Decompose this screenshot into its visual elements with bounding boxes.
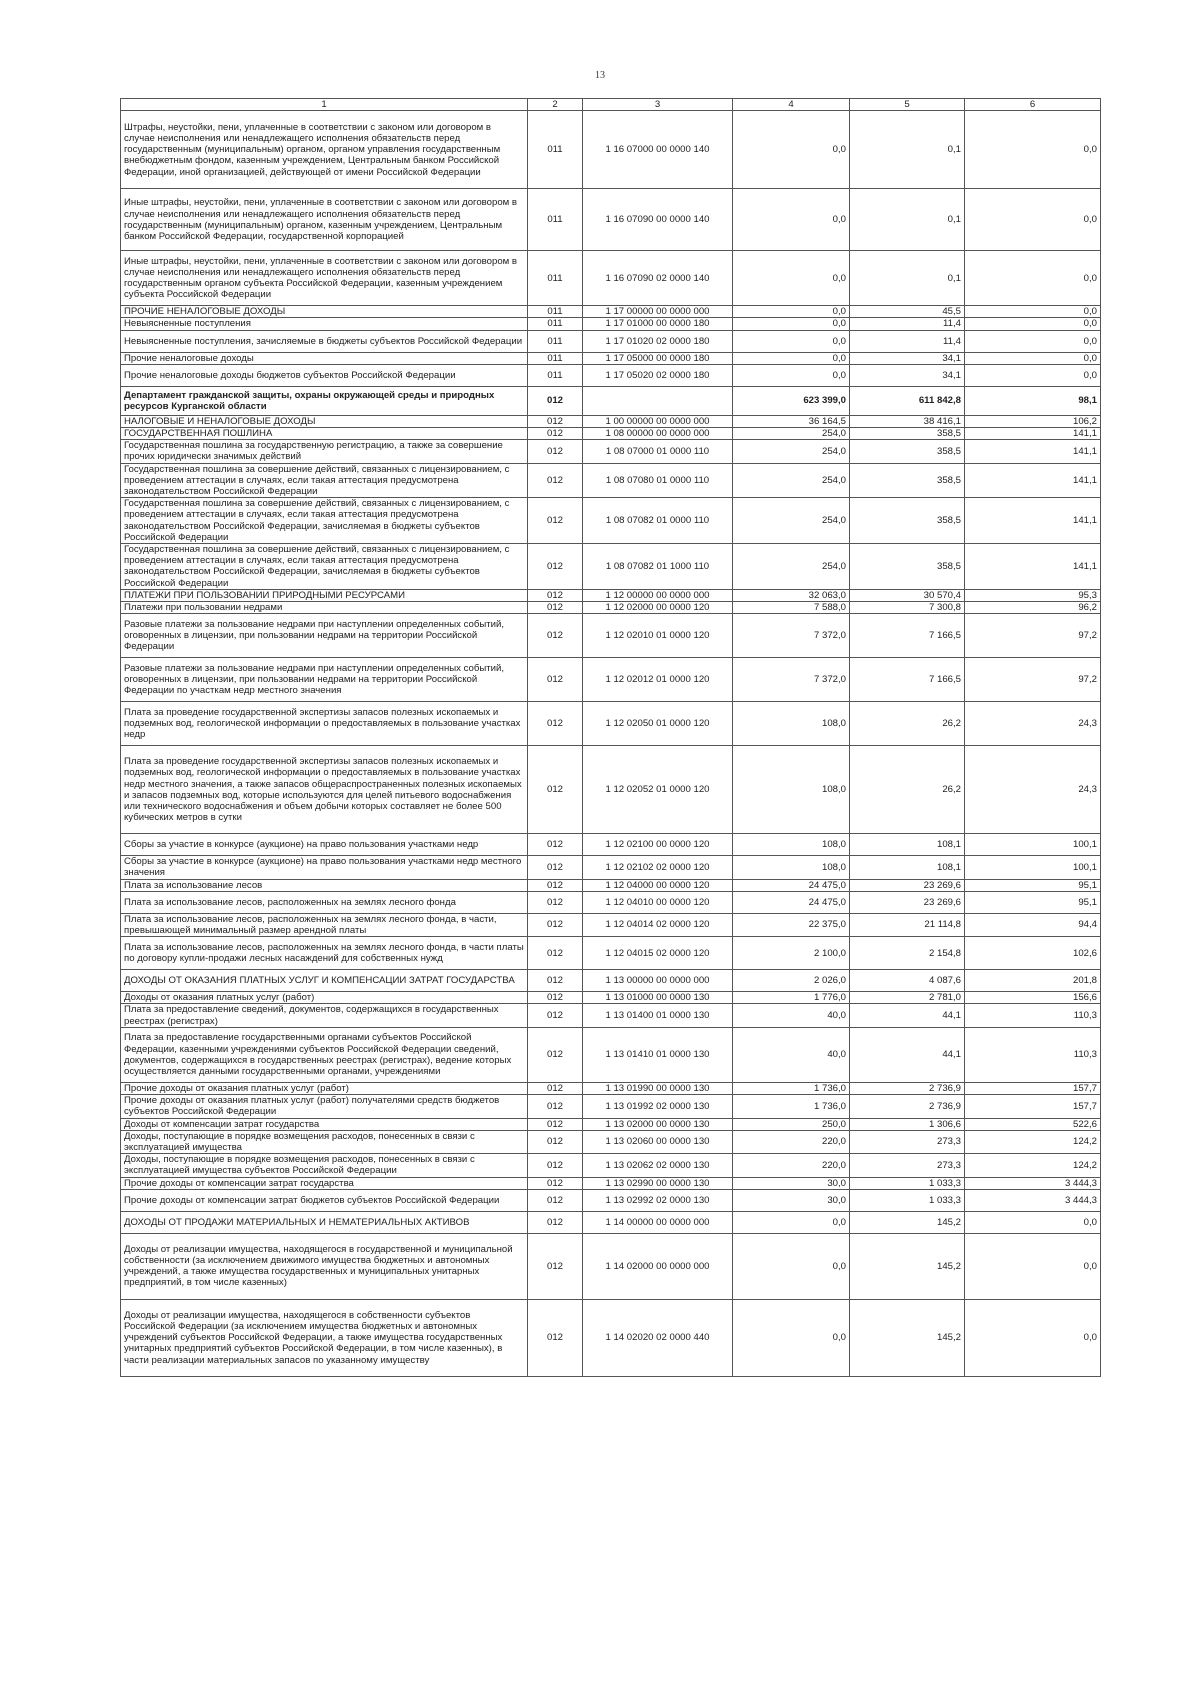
actual-amount-cell: 2 736,9 <box>850 1095 965 1118</box>
row-name-cell: ДОХОДЫ ОТ ОКАЗАНИЯ ПЛАТНЫХ УСЛУГ И КОМПЕНСАЦИИ ЗАТРАТ ГОСУДАРСТВА <box>121 970 528 992</box>
admin-code-cell: 012 <box>528 1154 583 1177</box>
table-row <box>121 1154 1101 1177</box>
execution-percent-cell: 3 444,3 <box>965 1177 1101 1189</box>
planned-amount-cell: 254,0 <box>733 428 850 440</box>
admin-code-cell: 012 <box>528 856 583 879</box>
actual-amount-cell: 7 300,8 <box>850 602 965 614</box>
planned-amount-cell: 7 372,0 <box>733 658 850 702</box>
planned-amount-cell: 24 475,0 <box>733 879 850 891</box>
admin-code-cell: 012 <box>528 440 583 463</box>
execution-percent-cell: 157,7 <box>965 1095 1101 1118</box>
planned-amount-cell: 108,0 <box>733 856 850 879</box>
execution-percent-cell: 522,6 <box>965 1118 1101 1130</box>
admin-code-cell: 012 <box>528 614 583 658</box>
table-row <box>121 1095 1101 1118</box>
budget-code-cell: 1 17 05020 02 0000 180 <box>583 364 733 386</box>
row-name-cell: Штрафы, неустойки, пени, уплаченные в соответствии с законом или договором в случае неисполнения или ненадлежащего исполнения обязательств перед государственным (муниципальным) органом, органом управления государственным внебюджетным фондом, казенным учреждением, Центральным банком Российской Федерации, иной организацией, действующей от имени Российской Федерации <box>121 111 528 189</box>
row-name-cell: Плата за использование лесов <box>121 879 528 891</box>
actual-amount-cell: 26,2 <box>850 746 965 834</box>
row-name-cell: Плата за предоставление сведений, документов, содержащихся в государственных реестрах (регистрах) <box>121 1004 528 1027</box>
budget-code-cell: 1 12 00000 00 0000 000 <box>583 589 733 601</box>
table-row <box>121 913 1101 936</box>
table-row <box>121 1118 1101 1130</box>
planned-amount-cell: 0,0 <box>733 352 850 364</box>
table-row <box>121 251 1101 306</box>
budget-code-cell: 1 00 00000 00 0000 000 <box>583 415 733 427</box>
admin-code-cell: 011 <box>528 364 583 386</box>
actual-amount-cell: 0,1 <box>850 251 965 306</box>
budget-code-cell: 1 12 02100 00 0000 120 <box>583 834 733 856</box>
table-row <box>121 856 1101 879</box>
execution-percent-cell: 110,3 <box>965 1004 1101 1027</box>
row-name-cell: Государственная пошлина за государственную регистрацию, а также за совершение прочих юридически значимых действий <box>121 440 528 463</box>
actual-amount-cell: 358,5 <box>850 428 965 440</box>
row-name-cell: Невыясненные поступления, зачисляемые в бюджеты субъектов Российской Федерации <box>121 330 528 352</box>
row-name-cell: Иные штрафы, неустойки, пени, уплаченные в соответствии с законом или договором в случае неисполнения или ненадлежащего исполнения обязательств перед государственным (муниципальным) органом, казенным учреждением, Центральным банком Российской Федерации, государственной корпорацией <box>121 189 528 251</box>
table-row <box>121 440 1101 463</box>
row-name-cell: Разовые платежи за пользование недрами при наступлении определенных событий, оговоренных в лицензии, при пользовании недрами на территории Российской Федерации <box>121 614 528 658</box>
budget-code-cell: 1 08 07080 01 0000 110 <box>583 463 733 498</box>
table-row <box>121 702 1101 746</box>
budget-code-cell: 1 13 02992 02 0000 130 <box>583 1189 733 1211</box>
row-name-cell: ДОХОДЫ ОТ ПРОДАЖИ МАТЕРИАЛЬНЫХ И НЕМАТЕРИАЛЬНЫХ АКТИВОВ <box>121 1211 528 1233</box>
budget-code-cell: 1 13 02062 02 0000 130 <box>583 1154 733 1177</box>
planned-amount-cell: 254,0 <box>733 544 850 590</box>
table-row <box>121 834 1101 856</box>
actual-amount-cell: 358,5 <box>850 498 965 544</box>
actual-amount-cell: 23 269,6 <box>850 891 965 913</box>
actual-amount-cell: 1 306,6 <box>850 1118 965 1130</box>
actual-amount-cell: 34,1 <box>850 364 965 386</box>
admin-code-cell: 012 <box>528 913 583 936</box>
planned-amount-cell: 0,0 <box>733 318 850 330</box>
planned-amount-cell: 0,0 <box>733 1233 850 1299</box>
table-row <box>121 1082 1101 1094</box>
admin-code-cell: 012 <box>528 1082 583 1094</box>
budget-code-cell: 1 12 02052 01 0000 120 <box>583 746 733 834</box>
admin-code-cell: 012 <box>528 1299 583 1376</box>
table-row <box>121 463 1101 498</box>
budget-code-cell: 1 13 01410 01 0000 130 <box>583 1027 733 1082</box>
budget-code-cell: 1 13 00000 00 0000 000 <box>583 970 733 992</box>
execution-percent-cell: 201,8 <box>965 970 1101 992</box>
table-row <box>121 1233 1101 1299</box>
admin-code-cell: 012 <box>528 1211 583 1233</box>
budget-code-cell: 1 17 01020 02 0000 180 <box>583 330 733 352</box>
budget-code-cell: 1 16 07090 00 0000 140 <box>583 189 733 251</box>
actual-amount-cell: 44,1 <box>850 1027 965 1082</box>
row-name-cell: Плата за использование лесов, расположенных на землях лесного фонда <box>121 891 528 913</box>
row-name-cell: Сборы за участие в конкурсе (аукционе) на право пользования участками недр местного значения <box>121 856 528 879</box>
actual-amount-cell: 273,3 <box>850 1130 965 1153</box>
actual-amount-cell: 30 570,4 <box>850 589 965 601</box>
budget-code-cell: 1 13 02060 00 0000 130 <box>583 1130 733 1153</box>
execution-percent-cell: 0,0 <box>965 251 1101 306</box>
execution-percent-cell: 100,1 <box>965 856 1101 879</box>
row-name-cell: Плата за проведение государственной экспертизы запасов полезных ископаемых и подземных вод, геологической информации о предоставляемых в пользование участках недр <box>121 702 528 746</box>
table-row <box>121 602 1101 614</box>
budget-code-cell: 1 08 07000 01 0000 110 <box>583 440 733 463</box>
execution-percent-cell: 110,3 <box>965 1027 1101 1082</box>
planned-amount-cell: 2 026,0 <box>733 970 850 992</box>
budget-code-cell: 1 12 04014 02 0000 120 <box>583 913 733 936</box>
actual-amount-cell: 45,5 <box>850 306 965 318</box>
actual-amount-cell: 358,5 <box>850 544 965 590</box>
row-name-cell: Государственная пошлина за совершение действий, связанных с лицензированием, с проведением аттестации в случаях, если такая аттестация предусмотрена законодательством Российской Федерации, зачисляемая в бюджеты субъектов Российской Федерации <box>121 498 528 544</box>
table-row <box>121 386 1101 415</box>
budget-code-cell: 1 16 07090 02 0000 140 <box>583 251 733 306</box>
admin-code-cell: 012 <box>528 498 583 544</box>
execution-percent-cell: 95,1 <box>965 891 1101 913</box>
actual-amount-cell: 38 416,1 <box>850 415 965 427</box>
table-row <box>121 746 1101 834</box>
execution-percent-cell: 0,0 <box>965 330 1101 352</box>
execution-percent-cell: 0,0 <box>965 1233 1101 1299</box>
actual-amount-cell: 358,5 <box>850 440 965 463</box>
row-name-cell: НАЛОГОВЫЕ И НЕНАЛОГОВЫЕ ДОХОДЫ <box>121 415 528 427</box>
budget-code-cell: 1 14 02000 00 0000 000 <box>583 1233 733 1299</box>
execution-percent-cell: 0,0 <box>965 352 1101 364</box>
admin-code-cell: 012 <box>528 1118 583 1130</box>
planned-amount-cell: 40,0 <box>733 1004 850 1027</box>
planned-amount-cell: 0,0 <box>733 1299 850 1376</box>
budget-code-cell: 1 17 01000 00 0000 180 <box>583 318 733 330</box>
actual-amount-cell: 11,4 <box>850 330 965 352</box>
admin-code-cell: 012 <box>528 834 583 856</box>
row-name-cell: Государственная пошлина за совершение действий, связанных с лицензированием, с проведением аттестации в случаях, если такая аттестация предусмотрена законодательством Российской Федерации, зачисляемая в бюджеты субъектов Российской Федерации <box>121 544 528 590</box>
table-row <box>121 1130 1101 1153</box>
planned-amount-cell: 254,0 <box>733 440 850 463</box>
actual-amount-cell: 4 087,6 <box>850 970 965 992</box>
planned-amount-cell: 220,0 <box>733 1154 850 1177</box>
actual-amount-cell: 23 269,6 <box>850 879 965 891</box>
row-name-cell: Прочие доходы от оказания платных услуг (работ) получателями средств бюджетов субъектов Российской Федерации <box>121 1095 528 1118</box>
planned-amount-cell: 0,0 <box>733 111 850 189</box>
table-row <box>121 937 1101 970</box>
execution-percent-cell: 100,1 <box>965 834 1101 856</box>
execution-percent-cell: 24,3 <box>965 702 1101 746</box>
execution-percent-cell: 3 444,3 <box>965 1189 1101 1211</box>
execution-percent-cell: 95,1 <box>965 879 1101 891</box>
planned-amount-cell: 7 588,0 <box>733 602 850 614</box>
planned-amount-cell: 250,0 <box>733 1118 850 1130</box>
execution-percent-cell: 0,0 <box>965 189 1101 251</box>
planned-amount-cell: 0,0 <box>733 189 850 251</box>
actual-amount-cell: 21 114,8 <box>850 913 965 936</box>
budget-code-cell <box>583 386 733 415</box>
admin-code-cell: 012 <box>528 1095 583 1118</box>
execution-percent-cell: 96,2 <box>965 602 1101 614</box>
table-row <box>121 189 1101 251</box>
execution-percent-cell: 141,1 <box>965 544 1101 590</box>
row-name-cell: Сборы за участие в конкурсе (аукционе) на право пользования участками недр <box>121 834 528 856</box>
actual-amount-cell: 145,2 <box>850 1233 965 1299</box>
execution-percent-cell: 141,1 <box>965 440 1101 463</box>
row-name-cell: ПЛАТЕЖИ ПРИ ПОЛЬЗОВАНИИ ПРИРОДНЫМИ РЕСУРСАМИ <box>121 589 528 601</box>
table-row <box>121 318 1101 330</box>
admin-code-cell: 012 <box>528 702 583 746</box>
admin-code-cell: 011 <box>528 352 583 364</box>
admin-code-cell: 012 <box>528 891 583 913</box>
planned-amount-cell: 108,0 <box>733 702 850 746</box>
planned-amount-cell: 254,0 <box>733 463 850 498</box>
budget-code-cell: 1 08 07082 01 1000 110 <box>583 544 733 590</box>
budget-code-cell: 1 12 02012 01 0000 120 <box>583 658 733 702</box>
row-name-cell: Доходы от реализации имущества, находящегося в собственности субъектов Российской Федерации (за исключением имущества бюджетных и автономных учреждений субъектов Российской Федерации, а также имущества государственных унитарных предприятий субъектов Российской Федерации, в том числе казенных), в части реализации материальных запасов по указанному имуществу <box>121 1299 528 1376</box>
table-row <box>121 614 1101 658</box>
planned-amount-cell: 1 736,0 <box>733 1095 850 1118</box>
admin-code-cell: 012 <box>528 658 583 702</box>
execution-percent-cell: 0,0 <box>965 111 1101 189</box>
column-header: 4 <box>733 99 850 111</box>
table-row <box>121 415 1101 427</box>
row-name-cell: Доходы, поступающие в порядке возмещения расходов, понесенных в связи с эксплуатацией имущества <box>121 1130 528 1153</box>
admin-code-cell: 012 <box>528 970 583 992</box>
execution-percent-cell: 0,0 <box>965 318 1101 330</box>
budget-code-cell: 1 13 01990 00 0000 130 <box>583 1082 733 1094</box>
budget-code-cell: 1 12 02102 02 0000 120 <box>583 856 733 879</box>
actual-amount-cell: 34,1 <box>850 352 965 364</box>
table-row <box>121 1299 1101 1376</box>
admin-code-cell: 012 <box>528 1130 583 1153</box>
budget-code-cell: 1 14 02020 02 0000 440 <box>583 1299 733 1376</box>
admin-code-cell: 012 <box>528 602 583 614</box>
table-row <box>121 1027 1101 1082</box>
budget-code-cell: 1 16 07000 00 0000 140 <box>583 111 733 189</box>
execution-percent-cell: 0,0 <box>965 306 1101 318</box>
actual-amount-cell: 7 166,5 <box>850 614 965 658</box>
actual-amount-cell: 2 154,8 <box>850 937 965 970</box>
execution-percent-cell: 124,2 <box>965 1154 1101 1177</box>
planned-amount-cell: 2 100,0 <box>733 937 850 970</box>
table-row <box>121 992 1101 1004</box>
admin-code-cell: 012 <box>528 428 583 440</box>
row-name-cell: Доходы, поступающие в порядке возмещения расходов, понесенных в связи с эксплуатацией имущества субъектов Российской Федерации <box>121 1154 528 1177</box>
row-name-cell: Прочие доходы от компенсации затрат государства <box>121 1177 528 1189</box>
row-name-cell: Невыясненные поступления <box>121 318 528 330</box>
row-name-cell: Прочие неналоговые доходы <box>121 352 528 364</box>
row-name-cell: Доходы от реализации имущества, находящегося в государственной и муниципальной собственности (за исключением движимого имущества бюджетных и автономных учреждений, а также имущества государственных и муниципальных унитарных предприятий, в том числе казенных) <box>121 1233 528 1299</box>
admin-code-cell: 012 <box>528 1189 583 1211</box>
execution-percent-cell: 97,2 <box>965 658 1101 702</box>
admin-code-cell: 012 <box>528 544 583 590</box>
table-row <box>121 879 1101 891</box>
execution-percent-cell: 141,1 <box>965 463 1101 498</box>
admin-code-cell: 011 <box>528 111 583 189</box>
budget-code-cell: 1 13 02990 00 0000 130 <box>583 1177 733 1189</box>
table-body <box>121 111 1101 1377</box>
admin-code-cell: 012 <box>528 1233 583 1299</box>
budget-code-cell: 1 08 00000 00 0000 000 <box>583 428 733 440</box>
planned-amount-cell: 1 776,0 <box>733 992 850 1004</box>
execution-percent-cell: 95,3 <box>965 589 1101 601</box>
budget-code-cell: 1 17 05000 00 0000 180 <box>583 352 733 364</box>
budget-code-cell: 1 17 00000 00 0000 000 <box>583 306 733 318</box>
table-row <box>121 1189 1101 1211</box>
actual-amount-cell: 108,1 <box>850 856 965 879</box>
planned-amount-cell: 24 475,0 <box>733 891 850 913</box>
planned-amount-cell: 0,0 <box>733 364 850 386</box>
actual-amount-cell: 11,4 <box>850 318 965 330</box>
planned-amount-cell: 220,0 <box>733 1130 850 1153</box>
row-name-cell: ПРОЧИЕ НЕНАЛОГОВЫЕ ДОХОДЫ <box>121 306 528 318</box>
budget-code-cell: 1 12 02000 00 0000 120 <box>583 602 733 614</box>
table-row <box>121 1177 1101 1189</box>
execution-percent-cell: 0,0 <box>965 1211 1101 1233</box>
row-name-cell: Доходы от оказания платных услуг (работ) <box>121 992 528 1004</box>
actual-amount-cell: 0,1 <box>850 111 965 189</box>
admin-code-cell: 012 <box>528 1027 583 1082</box>
execution-percent-cell: 106,2 <box>965 415 1101 427</box>
actual-amount-cell: 108,1 <box>850 834 965 856</box>
row-name-cell: Прочие доходы от оказания платных услуг (работ) <box>121 1082 528 1094</box>
budget-code-cell: 1 13 01400 01 0000 130 <box>583 1004 733 1027</box>
planned-amount-cell: 30,0 <box>733 1189 850 1211</box>
column-header: 6 <box>965 99 1101 111</box>
execution-percent-cell: 141,1 <box>965 428 1101 440</box>
row-name-cell: Платежи при пользовании недрами <box>121 602 528 614</box>
actual-amount-cell: 1 033,3 <box>850 1189 965 1211</box>
admin-code-cell: 012 <box>528 589 583 601</box>
admin-code-cell: 011 <box>528 318 583 330</box>
planned-amount-cell: 32 063,0 <box>733 589 850 601</box>
admin-code-cell: 012 <box>528 1177 583 1189</box>
execution-percent-cell: 24,3 <box>965 746 1101 834</box>
budget-code-cell: 1 12 02010 01 0000 120 <box>583 614 733 658</box>
table-row <box>121 1004 1101 1027</box>
execution-percent-cell: 124,2 <box>965 1130 1101 1153</box>
planned-amount-cell: 108,0 <box>733 746 850 834</box>
admin-code-cell: 011 <box>528 306 583 318</box>
planned-amount-cell: 40,0 <box>733 1027 850 1082</box>
budget-code-cell: 1 12 02050 01 0000 120 <box>583 702 733 746</box>
actual-amount-cell: 145,2 <box>850 1211 965 1233</box>
admin-code-cell: 012 <box>528 415 583 427</box>
planned-amount-cell: 7 372,0 <box>733 614 850 658</box>
planned-amount-cell: 623 399,0 <box>733 386 850 415</box>
actual-amount-cell: 2 736,9 <box>850 1082 965 1094</box>
budget-code-cell: 1 12 04000 00 0000 120 <box>583 879 733 891</box>
budget-code-cell: 1 12 04015 02 0000 120 <box>583 937 733 970</box>
admin-code-cell: 011 <box>528 330 583 352</box>
execution-percent-cell: 94,4 <box>965 913 1101 936</box>
planned-amount-cell: 0,0 <box>733 306 850 318</box>
admin-code-cell: 011 <box>528 251 583 306</box>
column-header: 2 <box>528 99 583 111</box>
row-name-cell: Департамент гражданской защиты, охраны окружающей среды и природных ресурсов Курганской области <box>121 386 528 415</box>
row-name-cell: ГОСУДАРСТВЕННАЯ ПОШЛИНА <box>121 428 528 440</box>
row-name-cell: Прочие доходы от компенсации затрат бюджетов субъектов Российской Федерации <box>121 1189 528 1211</box>
planned-amount-cell: 0,0 <box>733 330 850 352</box>
actual-amount-cell: 2 781,0 <box>850 992 965 1004</box>
budget-code-cell: 1 12 04010 00 0000 120 <box>583 891 733 913</box>
table-row <box>121 364 1101 386</box>
row-name-cell: Прочие неналоговые доходы бюджетов субъектов Российской Федерации <box>121 364 528 386</box>
table-row <box>121 498 1101 544</box>
row-name-cell: Плата за использование лесов, расположенных на землях лесного фонда, в части платы по договору купли-продажи лесных насаждений для собственных нужд <box>121 937 528 970</box>
planned-amount-cell: 1 736,0 <box>733 1082 850 1094</box>
table-row <box>121 589 1101 601</box>
column-header: 5 <box>850 99 965 111</box>
table-row <box>121 891 1101 913</box>
row-name-cell: Плата за использование лесов, расположенных на землях лесного фонда, в части, превышающей минимальный размер арендной платы <box>121 913 528 936</box>
table-row <box>121 330 1101 352</box>
actual-amount-cell: 611 842,8 <box>850 386 965 415</box>
table-row <box>121 970 1101 992</box>
planned-amount-cell: 0,0 <box>733 251 850 306</box>
admin-code-cell: 012 <box>528 1004 583 1027</box>
actual-amount-cell: 1 033,3 <box>850 1177 965 1189</box>
row-name-cell: Доходы от компенсации затрат государства <box>121 1118 528 1130</box>
table-header-row <box>121 99 1101 111</box>
admin-code-cell: 012 <box>528 463 583 498</box>
execution-percent-cell: 97,2 <box>965 614 1101 658</box>
execution-percent-cell: 156,6 <box>965 992 1101 1004</box>
admin-code-cell: 012 <box>528 937 583 970</box>
row-name-cell: Плата за проведение государственной экспертизы запасов полезных ископаемых и подземных вод, геологической информации о предоставляемых в пользование участках недр местного значения, а также запасов общераспространенных полезных ископаемых и запасов подземных вод, которые используются для целей питьевого водоснабжения или технического водоснабжения и объем добычи которых составляет не более 500 кубических метров в сутки <box>121 746 528 834</box>
execution-percent-cell: 141,1 <box>965 498 1101 544</box>
budget-code-cell: 1 13 01992 02 0000 130 <box>583 1095 733 1118</box>
actual-amount-cell: 26,2 <box>850 702 965 746</box>
table-row <box>121 352 1101 364</box>
actual-amount-cell: 44,1 <box>850 1004 965 1027</box>
column-header: 3 <box>583 99 733 111</box>
table-row <box>121 306 1101 318</box>
budget-code-cell: 1 13 02000 00 0000 130 <box>583 1118 733 1130</box>
execution-percent-cell: 102,6 <box>965 937 1101 970</box>
table-row <box>121 1211 1101 1233</box>
table-row <box>121 111 1101 189</box>
admin-code-cell: 012 <box>528 992 583 1004</box>
row-name-cell: Плата за предоставление государственными органами субъектов Российской Федерации, казенными учреждениями субъектов Российской Федерации сведений, документов, содержащихся в государственных реестрах (регистрах), ведение которых осуществляется данными государственными органами, учреждениями <box>121 1027 528 1082</box>
actual-amount-cell: 145,2 <box>850 1299 965 1376</box>
admin-code-cell: 012 <box>528 386 583 415</box>
planned-amount-cell: 0,0 <box>733 1211 850 1233</box>
admin-code-cell: 011 <box>528 189 583 251</box>
table-row <box>121 428 1101 440</box>
planned-amount-cell: 36 164,5 <box>733 415 850 427</box>
admin-code-cell: 012 <box>528 879 583 891</box>
table-row <box>121 544 1101 590</box>
execution-percent-cell: 98,1 <box>965 386 1101 415</box>
planned-amount-cell: 108,0 <box>733 834 850 856</box>
row-name-cell: Государственная пошлина за совершение действий, связанных с лицензированием, с проведением аттестации в случаях, если такая аттестация предусмотрена законодательством Российской Федерации <box>121 463 528 498</box>
column-header: 1 <box>121 99 528 111</box>
page-number: 13 <box>595 70 605 81</box>
execution-percent-cell: 0,0 <box>965 364 1101 386</box>
actual-amount-cell: 273,3 <box>850 1154 965 1177</box>
planned-amount-cell: 22 375,0 <box>733 913 850 936</box>
budget-code-cell: 1 08 07082 01 0000 110 <box>583 498 733 544</box>
budget-code-cell: 1 14 00000 00 0000 000 <box>583 1211 733 1233</box>
revenue-table <box>120 98 1101 1377</box>
table-row <box>121 658 1101 702</box>
execution-percent-cell: 157,7 <box>965 1082 1101 1094</box>
actual-amount-cell: 0,1 <box>850 189 965 251</box>
planned-amount-cell: 254,0 <box>733 498 850 544</box>
budget-code-cell: 1 13 01000 00 0000 130 <box>583 992 733 1004</box>
row-name-cell: Иные штрафы, неустойки, пени, уплаченные в соответствии с законом или договором в случае неисполнения или ненадлежащего исполнения обязательств перед государственным органом субъекта Российской Федерации, казенным учреждением субъекта Российской Федерации <box>121 251 528 306</box>
row-name-cell: Разовые платежи за пользование недрами при наступлении определенных событий, оговоренных в лицензии, при пользовании недрами на территории Российской Федерации по участкам недр местного значения <box>121 658 528 702</box>
actual-amount-cell: 358,5 <box>850 463 965 498</box>
admin-code-cell: 012 <box>528 746 583 834</box>
planned-amount-cell: 30,0 <box>733 1177 850 1189</box>
execution-percent-cell: 0,0 <box>965 1299 1101 1376</box>
actual-amount-cell: 7 166,5 <box>850 658 965 702</box>
